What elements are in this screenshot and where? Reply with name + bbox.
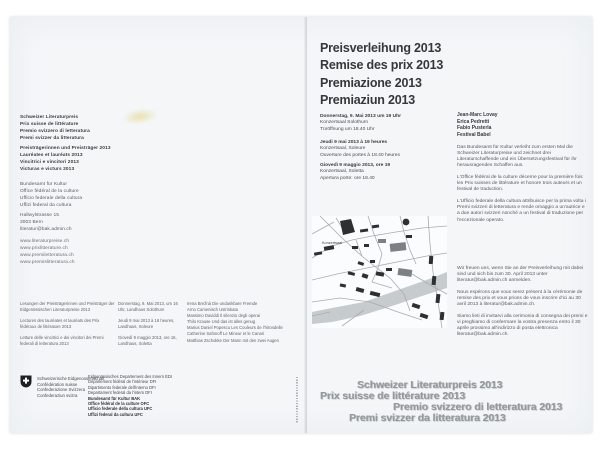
confederation-line: Confédération suisse <box>37 381 78 387</box>
event-doors: Türöffnung um 18.40 Uhr <box>320 126 375 132</box>
address-block <box>20 212 72 233</box>
headline-line: Remise des prix 2013 <box>320 58 444 73</box>
office-bold-line: Ufficio federale della cultura UFC <box>88 406 153 412</box>
readings-schedule: Giovedì 9 maggio 2013, ore 16, Landhaus, Soletta <box>118 335 177 346</box>
author-work-line: Marius Daniel Popescu Les Couleurs de l'hirondelle <box>187 325 283 331</box>
map-konzertsaal-label: Konzertsaal <box>322 241 343 245</box>
author-work-line: Massimo Daviddi Il silenzio degli operai <box>187 313 261 319</box>
swiss-federal-cross-icon <box>20 375 32 388</box>
headline-line: Premiaziun 2013 <box>320 93 415 108</box>
department-block <box>88 374 172 417</box>
paragraph-it: L'Ufficio federale della cultura attribuisce per la prima volta i Premi svizzeri di letteratura e rende omaggio a un'autrice e a due autori svizzeri nonché a un festival di traduzione per l'eccezionale operato. <box>457 199 586 223</box>
readings-titles-column <box>20 301 116 352</box>
office-bold-line: Uffizi federal da cultura UFC <box>88 411 143 417</box>
website-url: www.premiletteratura.ch <box>20 253 74 258</box>
website-url: www.literaturpreise.ch <box>20 239 70 244</box>
confederation-line: Confederazione Svizzera <box>37 387 86 393</box>
event-datetime: Giovedì 9 maggio 2013, ore 19 <box>320 163 391 168</box>
event-datetime: Donnerstag, 9. Mai 2013 um 19 Uhr <box>320 114 401 119</box>
laureates-title-line: Vincitrici e vincitori 2013 <box>20 160 79 165</box>
department-line: Departament federal da l'intern DFI <box>88 390 152 396</box>
scan-smudge <box>121 107 159 127</box>
office-name-line: Office fédéral de la culture <box>20 189 79 194</box>
event-datetime: Jeudi 9 mai 2013 à 19 heures <box>320 140 388 145</box>
laureate-name: Jean-Marc Lovay <box>457 112 498 118</box>
address-line: 3003 Bern <box>20 220 44 225</box>
program-title-line: Premi svizzer da litteratura <box>20 136 84 141</box>
address-line: Hallwylstrasse 15 <box>20 213 60 218</box>
watermark-title-line: Premi svizzer da litteratura 2013 <box>349 411 506 424</box>
laureates-title-block <box>20 145 111 173</box>
headline-line: Preisverleihung 2013 <box>320 41 442 55</box>
readings-title: Lesungen der Preisträgerinnen und Preisträger der Eidgenössischen Literaturpreise 2013 <box>20 301 115 312</box>
rsvp-paragraphs <box>457 266 588 344</box>
event-venue: Konzertsaal Solothurn <box>320 120 369 126</box>
intro-paragraphs <box>457 145 588 229</box>
event-block-de <box>320 114 460 133</box>
office-name-line: Bundesamt für Kultur <box>20 182 68 187</box>
website-url: www.premislitteratura.ch <box>20 260 75 265</box>
author-work-line: Arno Camenisch Ustrinkata <box>187 307 238 313</box>
laureates-title-line: Preisträgerinnen und Preisträger 2013 <box>20 146 111 151</box>
page-fold-line <box>306 17 307 433</box>
laureate-names-block <box>457 112 498 138</box>
readings-schedule: Donnerstag, 9. Mai 2013, um 16 Uhr, Landhaus Solothurn <box>118 301 178 312</box>
office-name-line: Uffizi federal da cultura <box>20 203 72 208</box>
laureate-name: Fabio Pusterla <box>457 125 492 131</box>
watermark-title-line: Schweizer Literaturpreis 2013 <box>357 379 503 391</box>
watermark-title-line: Premio svizzero di letteratura 2013 <box>393 401 563 413</box>
readings-schedule-column <box>118 301 180 352</box>
office-bold-line: Bundesamt für Kultur BAK <box>88 395 141 401</box>
readings-authors-column <box>187 301 305 344</box>
author-work-line: Thilo Krause Und das ist alles genug <box>187 319 256 325</box>
main-headline <box>320 40 443 110</box>
readings-title: Lectures des lauréates et lauréats des Prix fédéraux de littérature 2013 <box>20 318 100 329</box>
headline-line: Premiazione 2013 <box>320 75 422 90</box>
vertical-imprint-microtext <box>296 377 298 423</box>
rsvp-de: Wir freuen uns, wenn Sie an der Preisverleihung mit dabei sind und sich bis zum 30. April 2013 unter literatur@bak.admin.ch anmelden. <box>457 266 584 284</box>
readings-schedule: Jeudi 9 mai 2013 à 16 heures, Landhaus, Soleure <box>118 318 175 329</box>
paragraph-de: Das Bundesamt für Kultur verleiht zum ersten Mal die Schweizer Literaturpreise und zeichnet drei Literaturschaffende und ein Übersetzungsfestival für ihr herausragendes Schaffen aus. <box>457 145 577 169</box>
department-line: Eidgenössisches Departement des Innern EDI <box>88 374 172 379</box>
office-name-block <box>20 181 82 209</box>
program-title-block <box>20 114 90 142</box>
event-venue: Konzertsaal, Soletta <box>320 169 364 175</box>
event-doors: Apertura porte: ore 18.40 <box>320 175 375 181</box>
office-bold-line: Office fédéral de la culture OFC <box>88 401 150 407</box>
confederation-line: Confederaziun svizra <box>37 392 78 398</box>
author-work-line: Matthias Zschokke Der Mann mit den zwei Augen <box>187 337 279 343</box>
laureate-name: Festival Babel <box>457 131 491 138</box>
author-work-line: Irena Brežná Die undankbare Fremde <box>187 301 258 306</box>
rsvp-it: Siamo lieti di invitarvi alla cerimonia di consegna dei premi e vi preghiamo di confermare la vostra presenza entro il 30 aprile prossimo all'indirizzo di posta elettronica literatur@bak.admin.ch. <box>457 313 588 338</box>
laureate-name: Erica Pedretti <box>457 118 490 125</box>
program-title-line: Premio svizzero di letteratura <box>20 129 90 134</box>
event-venue: Konzertsaal, Soleure <box>320 146 366 152</box>
websites-block <box>20 238 75 266</box>
office-name-line: Ufficio federale della cultura <box>20 196 83 201</box>
department-line: Dipartimento federale dell'interno DFI <box>88 384 156 390</box>
author-work-line: Catherine Safonoff Le Mineur et le Canari <box>187 331 265 337</box>
document-page <box>10 17 592 433</box>
confederation-line: Schweizerische Eidgenossenschaft <box>37 376 105 381</box>
watermark-title-line: Prix suisse de littérature 2013 <box>320 389 466 402</box>
program-title-line: Prix suisse de littérature <box>20 122 79 127</box>
event-block-it <box>320 163 460 182</box>
website-url: www.prixlitterature.ch <box>20 246 68 251</box>
program-title-line: Schweizer Literaturpreis <box>20 115 79 120</box>
event-doors: Ouverture des portes à 18.40 heures <box>320 152 400 158</box>
rsvp-fr: Nous espérons que vous serez présent à la cérémonie de remise des prix et vous prions de vous inscrire d'ici au 30 avril 2013 à literatur@bak.admin.ch. <box>457 289 583 308</box>
readings-title: Letture delle vincitrici e dei vincitori dei Premi federali di letteratura 2013 <box>20 335 104 346</box>
laureates-title-line: Lauréates et lauréats 2013 <box>20 153 83 158</box>
city-map <box>312 216 447 328</box>
laureates-title-line: Victuras e victurs 2013 <box>20 167 75 172</box>
contact-email: literatur@bak.admin.ch <box>20 227 72 232</box>
department-line: Département fédéral de l'intérieur DFI <box>88 379 157 385</box>
event-block-fr <box>320 140 460 159</box>
paragraph-fr: L'Office fédéral de la culture décerne pour la première fois les Prix suisses de littérature et honore trois auteurs et un festival de traduction. <box>457 175 583 193</box>
